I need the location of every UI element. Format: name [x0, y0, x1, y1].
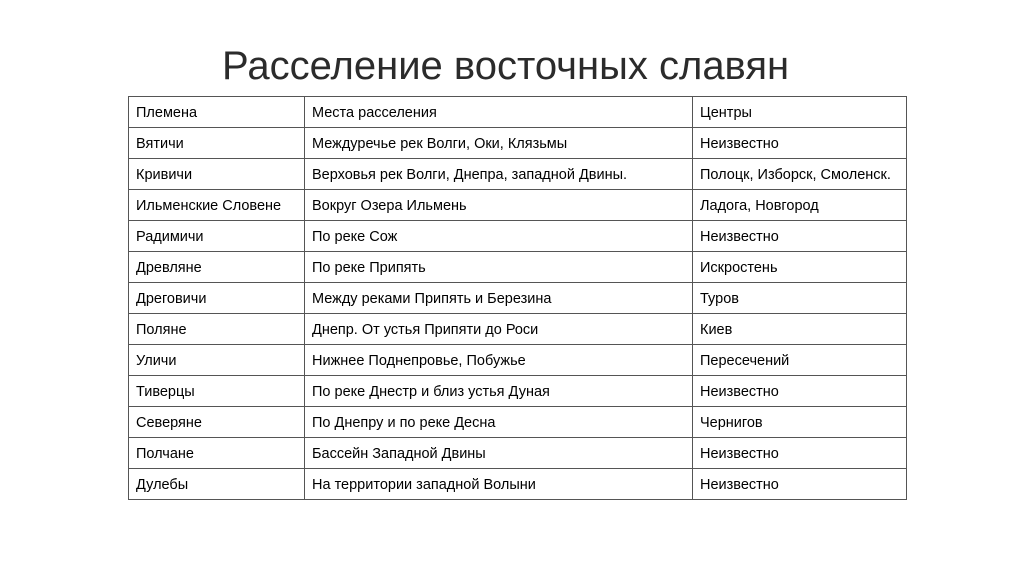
table-row [129, 376, 907, 407]
tribe-cell: Дулебы [129, 469, 305, 500]
center-cell: Пересечений [693, 345, 907, 376]
center-cell: Чернигов [693, 407, 907, 438]
center-cell: Неизвестно [693, 438, 907, 469]
place-cell: Верховья рек Волги, Днепра, западной Двины. [305, 159, 693, 190]
place-cell: Междуречье рек Волги, Оки, Клязьмы [305, 128, 693, 159]
place-cell: По реке Днестр и близ устья Дуная [305, 376, 693, 407]
table-header-row [129, 97, 907, 128]
tribe-cell: Вятичи [129, 128, 305, 159]
table-row [129, 159, 907, 190]
center-cell: Неизвестно [693, 469, 907, 500]
table-row [129, 314, 907, 345]
table-row [129, 128, 907, 159]
table-row [129, 283, 907, 314]
tribe-cell: Уличи [129, 345, 305, 376]
center-cell: Неизвестно [693, 376, 907, 407]
tribe-cell: Тиверцы [129, 376, 305, 407]
table-row [129, 438, 907, 469]
place-cell: Бассейн Западной Двины [305, 438, 693, 469]
header-places: Места расселения [305, 97, 693, 128]
center-cell: Полоцк, Изборск, Смоленск. [693, 159, 907, 190]
center-cell: Туров [693, 283, 907, 314]
tribe-cell: Поляне [129, 314, 305, 345]
center-cell: Искростень [693, 252, 907, 283]
table-row [129, 345, 907, 376]
slide-title: Расселение восточных славян [222, 44, 790, 88]
place-cell: Днепр. От устья Припяти до Роси [305, 314, 693, 345]
center-cell: Неизвестно [693, 221, 907, 252]
table-row [129, 407, 907, 438]
table-row [129, 252, 907, 283]
header-centers: Центры [693, 97, 907, 128]
place-cell: По реке Сож [305, 221, 693, 252]
tribe-cell: Полчане [129, 438, 305, 469]
table-row [129, 469, 907, 500]
tribe-cell: Кривичи [129, 159, 305, 190]
place-cell: Вокруг Озера Ильмень [305, 190, 693, 221]
tribe-cell: Дреговичи [129, 283, 305, 314]
center-cell: Ладога, Новгород [693, 190, 907, 221]
center-cell: Киев [693, 314, 907, 345]
table-row [129, 221, 907, 252]
header-tribes: Племена [129, 97, 305, 128]
tribes-table [128, 96, 907, 500]
table-row [129, 190, 907, 221]
tribe-cell: Радимичи [129, 221, 305, 252]
tribe-cell: Северяне [129, 407, 305, 438]
place-cell: По Днепру и по реке Десна [305, 407, 693, 438]
place-cell: Нижнее Поднепровье, Побужье [305, 345, 693, 376]
place-cell: На территории западной Волыни [305, 469, 693, 500]
center-cell: Неизвестно [693, 128, 907, 159]
place-cell: По реке Припять [305, 252, 693, 283]
tribe-cell: Древляне [129, 252, 305, 283]
place-cell: Между реками Припять и Березина [305, 283, 693, 314]
tribe-cell: Ильменские Словене [129, 190, 305, 221]
